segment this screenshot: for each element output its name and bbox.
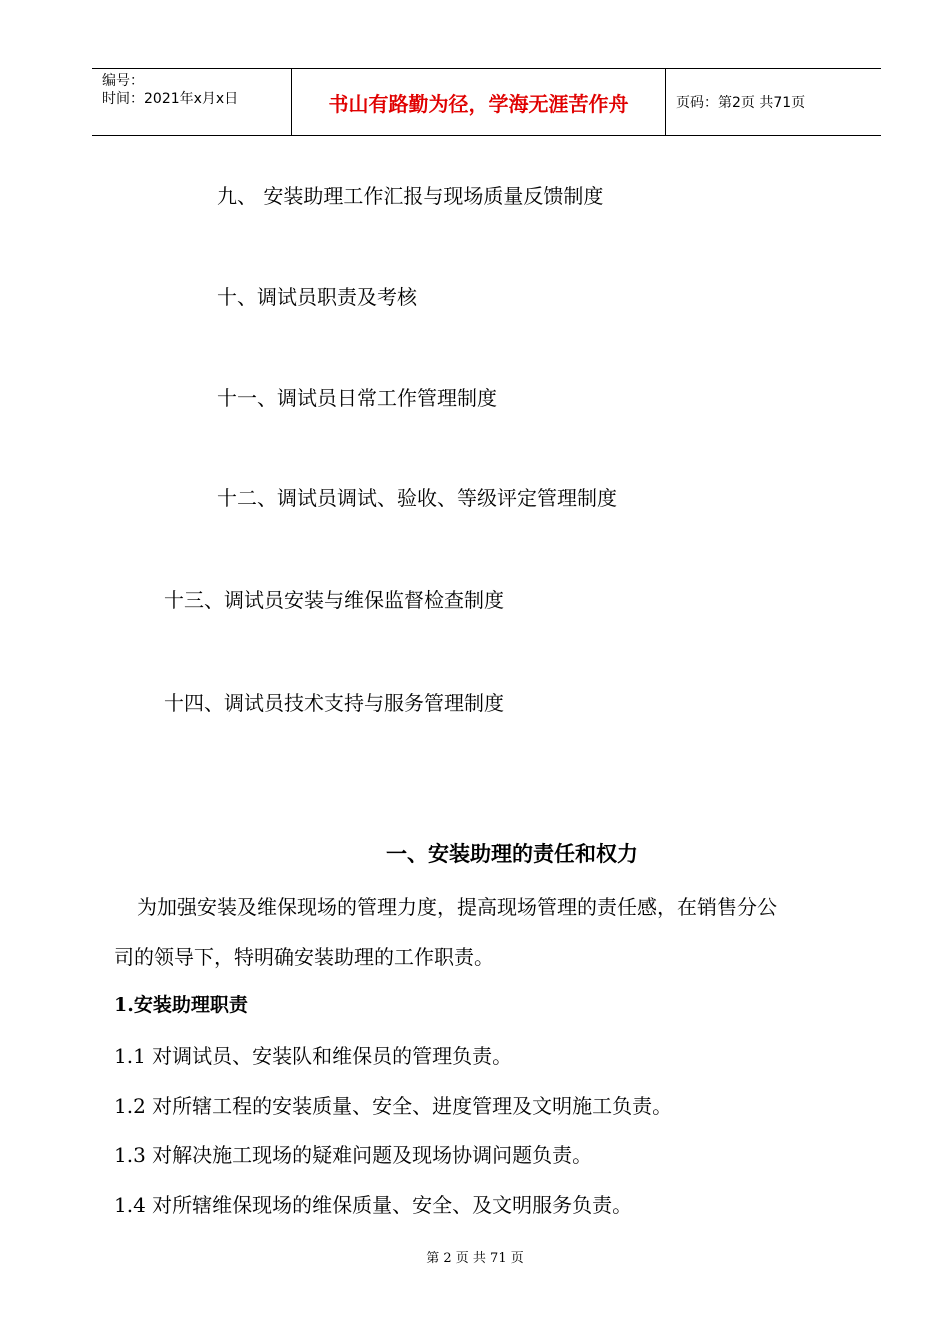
intro-paragraph-line: 为加强安装及维保现场的管理力度，提高现场管理的责任感，在销售分公 [137,895,777,919]
list-item: 1.3 对解决施工现场的疑难问题及现场协调问题负责。 [114,1143,593,1167]
toc-item: 十二、调试员调试、验收、等级评定管理制度 [217,486,617,510]
list-item: 1.4 对所辖维保现场的维保质量、安全、及文明服务负责。 [114,1193,633,1217]
toc-item: 十四、调试员技术支持与服务管理制度 [164,691,504,715]
list-item: 1.1 对调试员、安装队和维保员的管理负责。 [114,1044,513,1068]
toc-item: 十、调试员职责及考核 [217,285,417,309]
page-header [92,68,881,136]
section-title: 一、安装助理的责任和权力 [386,841,638,866]
page-footer: 第 2 页 共 71 页 [426,1251,524,1266]
toc-item: 九、 安装助理工作汇报与现场质量反馈制度 [217,184,604,208]
header-page-info: 页码：第2页 共71页 [676,95,806,111]
date-label: 时间：2021年x月x日 [102,91,239,107]
header-motto: 书山有路勤为径，学海无涯苦作舟 [292,69,666,135]
list-item: 1.2 对所辖工程的安装质量、安全、进度管理及文明施工负责。 [114,1094,673,1118]
intro-paragraph-line: 司的领导下，特明确安装助理的工作职责。 [114,945,494,969]
toc-item: 十三、调试员安装与维保监督检查制度 [164,588,504,612]
serial-label: 编号： [102,73,144,89]
header-meta [92,69,292,135]
subheading: 1.安装助理职责 [114,994,248,1016]
toc-item: 十一、调试员日常工作管理制度 [217,386,497,410]
